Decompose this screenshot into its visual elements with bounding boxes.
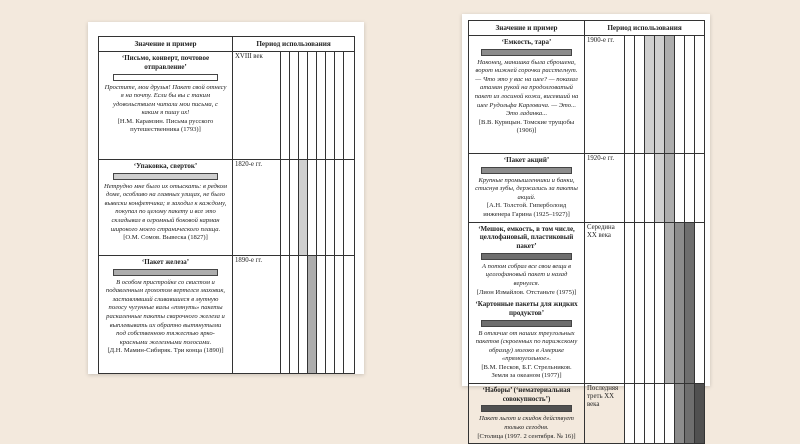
header-meaning: Значение и пример (469, 21, 585, 36)
timeline-cell (655, 154, 665, 223)
timeline-cell (645, 154, 655, 223)
timeline-cell (335, 52, 344, 160)
example-text: Простите, мои друзья! Пакет свой отнесу я на почту. Если бы вы с таким удовольствием читали мои письма, с каким я пишу их! (104, 83, 227, 117)
timeline-cell (695, 154, 705, 223)
meaning-title: ‘Мешок, емкость, в том числе, целлофановый, пластиковый пакет’ (478, 224, 575, 251)
timeline-cell (290, 256, 299, 374)
timeline-cell (675, 222, 685, 383)
timeline-cell (290, 52, 299, 160)
timeline-cell (308, 52, 317, 160)
meaning-cell (469, 36, 585, 154)
timeline-cell (344, 160, 355, 256)
table-row (469, 154, 705, 223)
timeline-cell (685, 222, 695, 383)
document-page-left (88, 22, 364, 374)
timeline-cell (299, 160, 308, 256)
timeline-cell (675, 36, 685, 154)
timeline-cell (625, 222, 635, 383)
timeline-cell (625, 383, 635, 443)
timeline-cell (326, 256, 335, 374)
period-cell: 1820-е гг. (233, 160, 281, 256)
example-source: [Лион Измайлов. Отстаньте (1975)] (476, 288, 577, 296)
header-period: Период использования (585, 21, 705, 36)
example-source: [Столица (1997. 2 сентября. № 16)] (477, 432, 576, 440)
timeline-cell (281, 256, 290, 374)
timeline-cell (344, 256, 355, 374)
meaning-title: ‘Пакет железа’ (141, 258, 190, 266)
timeline-cell (665, 222, 675, 383)
meaning-cell (99, 160, 233, 256)
timeline-cell (665, 154, 675, 223)
period-cell: XVIII век (233, 52, 281, 160)
meaning-title: ‘Пакет акций’ (503, 156, 550, 164)
timeline-cell (299, 52, 308, 160)
timeline-cell (655, 383, 665, 443)
meaning-bar (481, 167, 571, 174)
meaning-cell (99, 256, 233, 374)
meaning-table-right (468, 20, 705, 444)
timeline-cell (335, 256, 344, 374)
period-cell: Последняя треть XX века (585, 383, 625, 443)
meaning-bar (113, 74, 218, 81)
timeline-cell (695, 222, 705, 383)
period-cell: 1900-е гг. (585, 36, 625, 154)
example-text: А потом собрал все свои вещи в целлофановый пакет и назад вернулся. (481, 262, 572, 287)
table-row (99, 160, 355, 256)
timeline-cell (281, 52, 290, 160)
table-row (99, 52, 355, 160)
timeline-cell (326, 52, 335, 160)
timeline-cell (281, 160, 290, 256)
timeline-cell (635, 222, 645, 383)
table-row (469, 36, 705, 154)
period-cell: 1890-е гг. (233, 256, 281, 374)
table-row (99, 256, 355, 374)
timeline-cell (655, 36, 665, 154)
example-text: Наконец, манишка была сброшена, ворот нижней сорочки расстегнут. — Что это у вас на шее? — показал атаман рукой на продолговатый пакет из лосиной кожи, висевший на шее Рудольфа Карловича. — Это... Это ладанка... (474, 58, 579, 118)
timeline-cell (675, 383, 685, 443)
meaning-cell (99, 52, 233, 160)
example-source: [В.В. Курицын. Томские трущобы (1906)] (478, 118, 575, 135)
timeline-cell (685, 154, 695, 223)
timeline-cell (635, 154, 645, 223)
example-text: Пакет льгот и скидок действует только сегодня. (479, 415, 574, 431)
timeline-cell (625, 154, 635, 223)
table-row (469, 383, 705, 443)
timeline-cell (685, 383, 695, 443)
timeline-cell (290, 160, 299, 256)
timeline-cell (685, 36, 695, 154)
timeline-cell (665, 36, 675, 154)
timeline-cell (645, 36, 655, 154)
meaning-bar (481, 49, 571, 56)
meaning-title: ‘Наборы’ (‘нематериальная совокупность’) (482, 385, 571, 403)
meaning-title: ‘Упаковка, сверток’ (133, 162, 198, 170)
meaning-bar (481, 320, 571, 327)
timeline-cell (317, 160, 326, 256)
timeline-cell (675, 154, 685, 223)
document-page-right (462, 14, 710, 440)
header-period: Период использования (233, 37, 355, 52)
example-source: [В.М. Песков, Б.Г. Стрельников. Земля за океаном (1977)] (481, 363, 572, 380)
example-text: Нетрудно мне было их отыскать: в редком доме, особливо на главных улицах, не было вывески конфетчика; я заходил к каждому, покупал по целому пакету и все это складывал в огромный боковой карман широкого моего странического плаща. (104, 182, 227, 233)
example-source: [А.Н. Толстой. Гиперболоид инженера Гарина (1925–1927)] (483, 202, 570, 218)
example-text: В особом пристройке со свистом и подавленным грохотом вертелся маховик, заставлявший сливавшиеся в мутную полосу чугунные валы «тянуть» пакеты раскаленные пакеты сварочного железа и выплевывать их обратно вытянутыми под собственною тяжестью ярко-красными железными полосами. (105, 278, 226, 346)
timeline-cell (344, 52, 355, 160)
table-header (99, 37, 355, 52)
timeline-cell (635, 383, 645, 443)
meaning-bar (481, 405, 571, 412)
meaning-bar (481, 253, 571, 260)
timeline-cell (695, 36, 705, 154)
example-text: Крупные промышленники и банки, стиснув зубы, держались за пакеты акций. (475, 176, 578, 201)
meaning-title: ‘Письмо, конверт, почтовое отправление’ (121, 54, 210, 71)
example-source: [О.М. Сомов. Вывеска (1827)] (123, 234, 208, 242)
timeline-cell (645, 222, 655, 383)
table-row (469, 222, 705, 383)
timeline-cell (635, 36, 645, 154)
period-cell: Середина XX века (585, 222, 625, 383)
meaning-title: ‘Емкость, тара’ (501, 38, 552, 46)
timeline-cell (335, 160, 344, 256)
example-text: В отличие от наших треугольных пакетов (скроенных по парижскому образцу) молоко в Америке «прямоугольное». (475, 329, 578, 363)
meaning-bar (113, 269, 218, 276)
timeline-cell (665, 383, 675, 443)
example-source: [Н.М. Карамзин. Письма русского путешественника (1793)] (117, 117, 214, 134)
timeline-cell (308, 256, 317, 374)
timeline-cell (308, 160, 317, 256)
header-meaning: Значение и пример (99, 37, 233, 52)
meaning-title: ‘Картонные пакеты для жидких продуктов’ (475, 300, 578, 317)
period-cell: 1920-е гг. (585, 154, 625, 223)
meaning-cell (469, 154, 585, 223)
meaning-cell (469, 222, 585, 383)
timeline-cell (625, 36, 635, 154)
table-header (469, 21, 705, 36)
timeline-cell (299, 256, 308, 374)
meaning-bar (113, 173, 218, 180)
timeline-cell (317, 256, 326, 374)
timeline-cell (645, 383, 655, 443)
meaning-table-left (98, 36, 355, 374)
example-source: [Д.Н. Мамин-Сибиряк. Три конца (1890)] (107, 347, 224, 355)
meaning-cell (469, 383, 585, 443)
timeline-cell (317, 52, 326, 160)
timeline-cell (326, 160, 335, 256)
timeline-cell (655, 222, 665, 383)
timeline-cell (695, 383, 705, 443)
